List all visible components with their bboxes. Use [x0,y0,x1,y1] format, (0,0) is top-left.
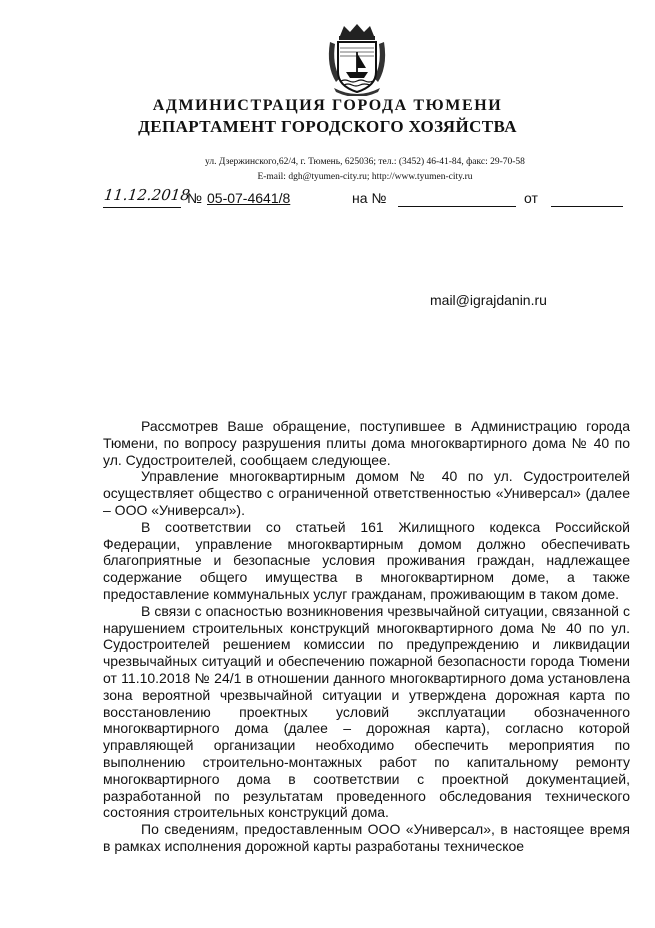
contact-web: E-mail: dgh@tyumen-city.ru; http://www.tyumen-city.ru [257,172,473,182]
reply-to-date-blank [551,206,623,207]
recipient-email: mail@igrajdanin.ru [430,292,547,308]
date-underline [103,207,181,208]
body-paragraph: В связи с опасностью возникновения чрезвычайной ситуации, связанной с нарушением строительных конструкций многоквартирного дома № 40 по ул. Судостроителей решением комиссии по предупреждению и ликвидации чрезвычайных ситуаций и обеспечению пожарной безопасности города Тюмени от 11.10.2018 № 24/1 в отношении данного многоквартирного дома установлена зона вероятной чрезвычайной ситуации и утверждена дорожная карта по восстановлению проектных условий эксплуатации обозначенного многоквартирного дома (далее – дорожная карта), согласно которой управляющей организации необходимо обеспечить мероприятия по выполнению строительно-монтажных работ по капитальному ремонту многоквартирного дома в соответствии с проектной документацией, разработанной по результатам проведенного обследования технического состояния строительных конструкций дома. [103,602,630,821]
department-name: ДЕПАРТАМЕНТ ГОРОДСКОГО ХОЗЯЙСТВА [138,117,517,136]
organization-name: АДМИНИСТРАЦИЯ ГОРОДА ТЮМЕНИ [152,97,503,114]
city-coat-of-arms-icon [326,22,388,96]
handwritten-date: 11.12.2018 [103,186,191,204]
reply-to-number-blank [398,206,516,207]
body-paragraph: В соответствии со статьей 161 Жилищного кодекса Российской Федерации, управление многоквартирным домом должно обеспечивать благоприятные и безопасные условия проживания граждан, надлежащее содержание общего имущества в многоквартирном доме, а также предоставление коммунальных услуг гражданам, проживающим в таком доме. [103,518,630,602]
contact-address: ул. Дзержинского,62/4, г. Тюмень, 625036; тел.: (3452) 46-41-84, факс: 29-70-58 [205,157,525,167]
body-paragraph: По сведениям, предоставленным ООО «Универсал», в настоящее время в рамках исполнения дорожной карты разработаны техническое [103,821,630,854]
reply-to-date-label: от [524,190,538,206]
body-paragraph: Рассмотрев Ваше обращение, поступившее в Администрацию города Тюмени, по вопросу разрушения плиты дома многоквартирного дома № 40 по ул. Судостроителей, сообщаем следующее. [103,418,630,468]
outgoing-number: 05-07-4641/8 [207,190,291,206]
letter-body [103,418,630,855]
number-label: № [187,190,203,206]
reply-to-number-label: на № [352,190,387,206]
body-paragraph: Управление многоквартирным домом № 40 по ул. Судостроителей осуществляет общество с ограниченной ответственностью «Универсал» (далее – ООО «Универсал»). [103,468,630,518]
